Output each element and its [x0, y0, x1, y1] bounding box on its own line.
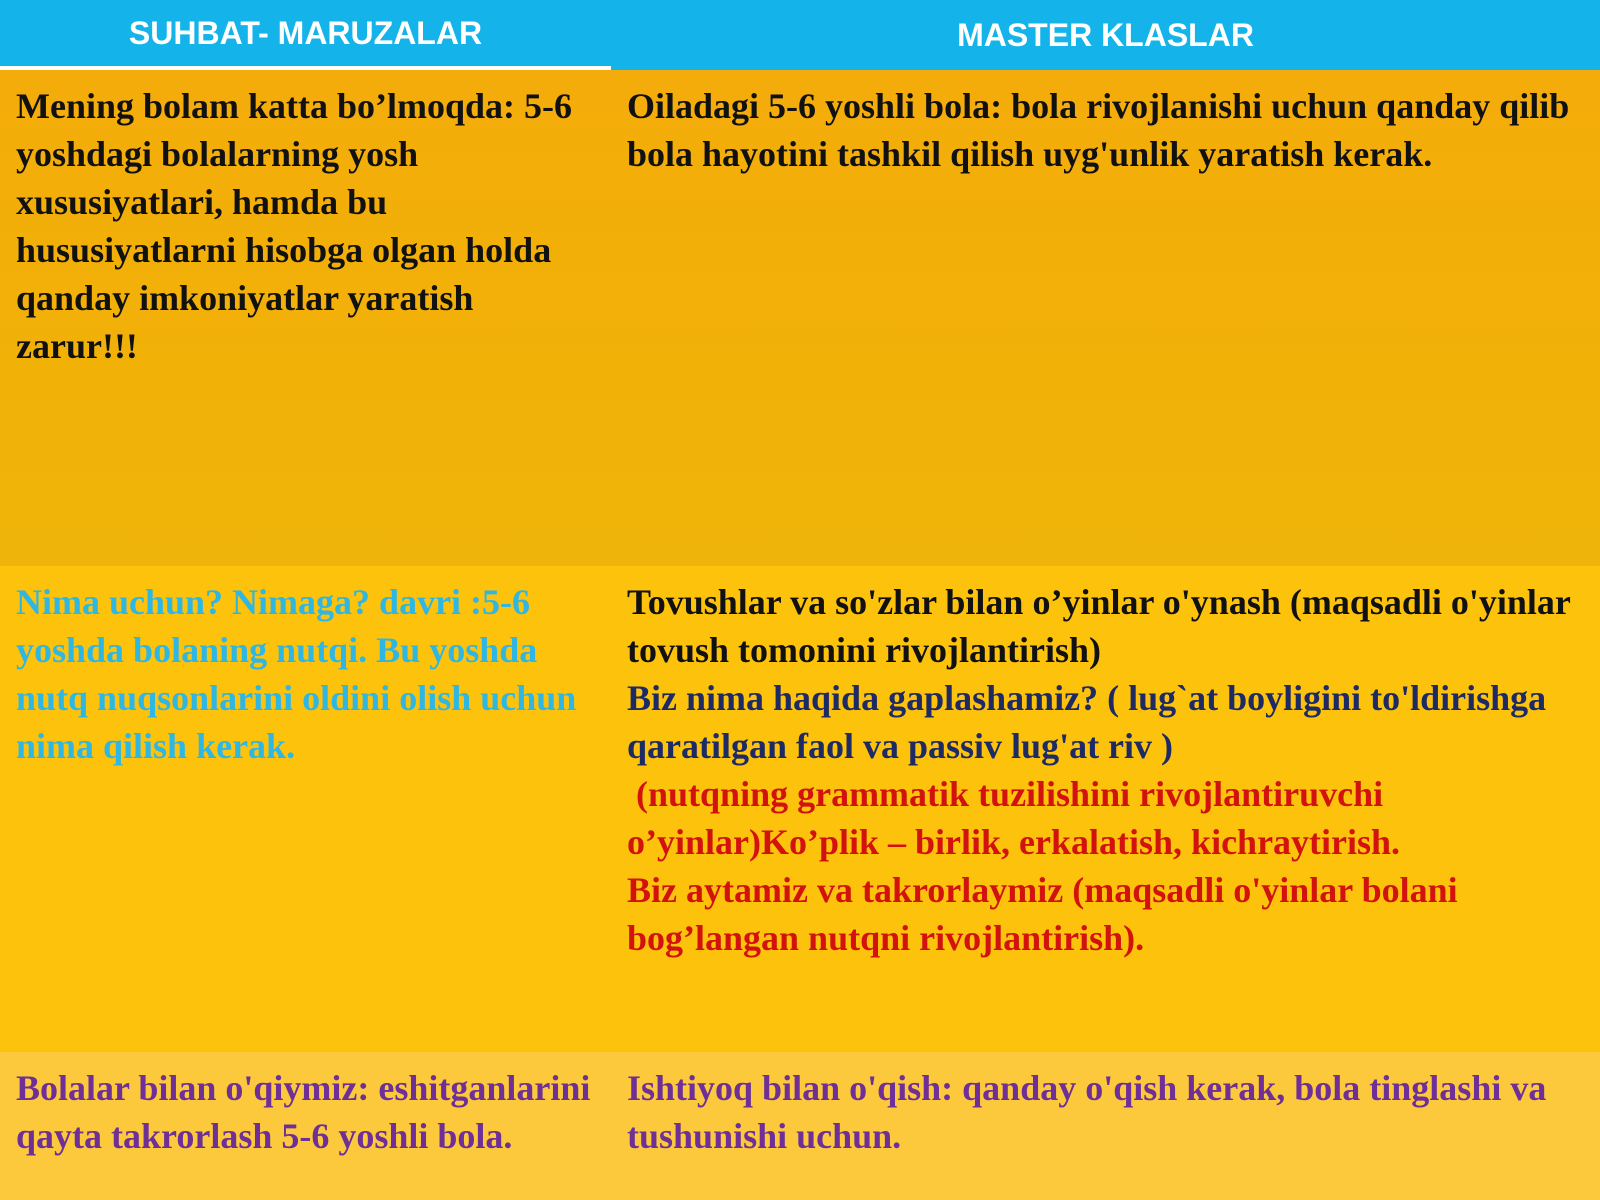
row1-left-cell [0, 70, 611, 566]
row2-left-cell [0, 566, 611, 1052]
row1-right-cell [611, 70, 1600, 566]
row2-right-text-4: Biz aytamiz va takrorlaymiz (maqsadli o'yinlar bolani bog’langan nutqni rivojlantirish). [627, 870, 1458, 958]
column-header-right: MASTER KLASLAR [611, 0, 1600, 70]
row3-right-text: Ishtiyoq bilan o'qish: qanday o'qish kerak, bola tinglashi va tushunishi uchun. [627, 1068, 1547, 1156]
row2-left-text: Nima uchun? Nimaga? davri :5-6 yoshda bolaning nutqi. Bu yoshda nutq nuqsonlarini oldini olish uchun nima qilish kerak. [16, 582, 577, 766]
row2-right-text-2: Biz nima haqida gaplashamiz? ( lug`at boyligini to'ldirishga qaratilgan faol va passiv lug'at riv ) [627, 678, 1547, 766]
row3-right-cell [611, 1052, 1600, 1200]
row1-right-text: Oiladagi 5-6 yoshli bola: bola rivojlanishi uchun qanday qilib bola hayotini tashkil qilish uyg'unlik yaratish kerak. [627, 86, 1570, 174]
row2-right-text-3: (nutqning grammatik tuzilishini rivojlantiruvchi o’yinlar)Ko’plik – birlik, erkalatish, kichraytirish. [627, 774, 1401, 862]
row3-left-text: Bolalar bilan o'qiymiz: eshitganlarini qayta takrorlash 5-6 yoshli bola. [16, 1068, 591, 1156]
column-header-left: SUHBAT- MARUZALAR [0, 0, 611, 70]
row1-left-text: Mening bolam katta bo’lmoqda: 5-6 yoshdagi bolalarning yosh xususiyatlari, hamda bu hususiyatlarni hisobga olgan holda qanday imkoniyatlar yaratish zarur!!! [16, 86, 573, 366]
row3-left-cell [0, 1052, 611, 1200]
row2-right-text-1: Tovushlar va so'zlar bilan o’yinlar o'ynash (maqsadli o'yinlar tovush tomonini rivojlantirish) [627, 582, 1571, 670]
row2-right-cell [611, 566, 1600, 1052]
